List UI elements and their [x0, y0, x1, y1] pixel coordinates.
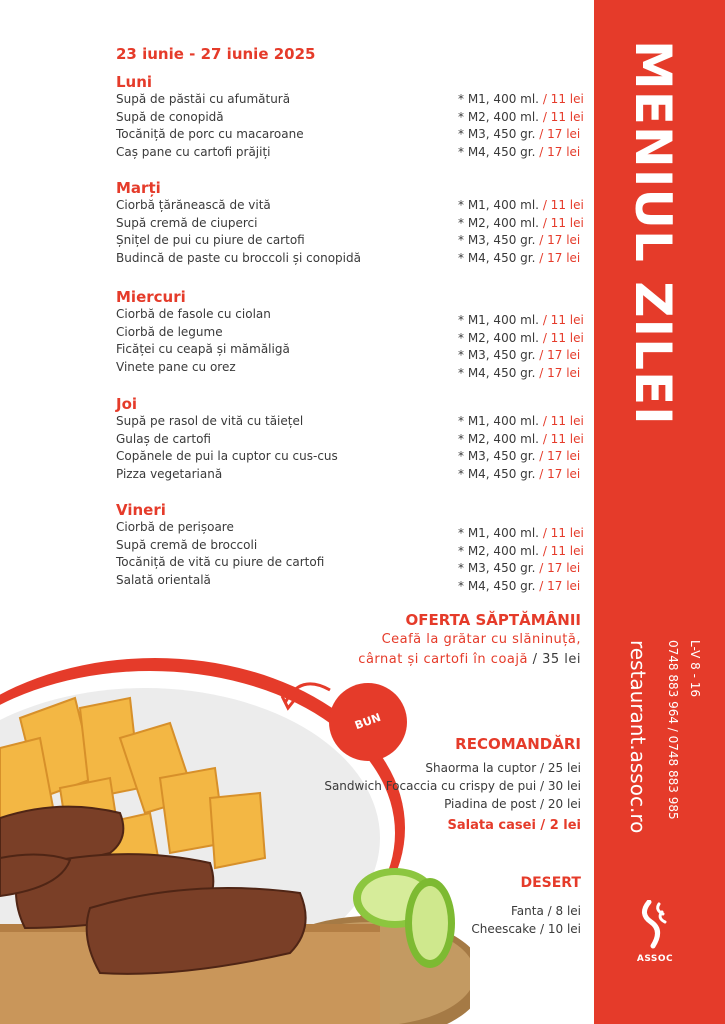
- dish-name: Ciorbă de perișoare: [116, 520, 234, 534]
- portion-label: * M4, 450 gr.: [458, 466, 536, 481]
- dish-name: Ciorbă țărănească de vită: [116, 198, 271, 212]
- dish-price: [458, 198, 584, 212]
- day-title: Miercuri: [116, 288, 186, 306]
- assoc-logo-icon: [635, 900, 675, 950]
- portion-label: * M3, 450 gr.: [458, 233, 536, 247]
- menu-row: [116, 555, 586, 573]
- dish-name: Ciorbă de legume: [116, 324, 223, 339]
- dish-price: [458, 432, 584, 446]
- dessert-item: Cheescake / 10 lei: [471, 922, 581, 936]
- day-title: Luni: [116, 73, 153, 91]
- menu-row: [116, 198, 586, 216]
- portion-label: * M3, 450 gr.: [458, 449, 536, 463]
- portion-label: * M3, 450 gr.: [458, 561, 536, 575]
- recommendation-item: Shaorma la cuptor / 25 lei: [425, 761, 581, 775]
- price-value: / 17 lei: [539, 144, 581, 159]
- weekly-offer-title: OFERTA SĂPTĂMÂNII: [405, 611, 581, 629]
- portion-label: * M1, 400 ml.: [458, 414, 539, 428]
- dish-name: Budincă de paste cu broccoli și conopidă: [116, 250, 361, 265]
- dish-price: [458, 233, 580, 247]
- dish-price: [458, 579, 580, 593]
- price-value: / 11 lei: [542, 414, 584, 428]
- price-value: / 17 lei: [539, 561, 581, 575]
- price-value: / 17 lei: [539, 127, 581, 141]
- weekly-offer-line-2: [358, 652, 581, 667]
- day-block: [116, 500, 586, 593]
- menu-row: [116, 216, 586, 234]
- menu-row: [116, 233, 586, 251]
- bun-badge: [329, 683, 407, 761]
- menu-row: [116, 432, 586, 450]
- menu-title: MENIUL ZILEI: [624, 40, 682, 426]
- menu-row: [116, 573, 586, 591]
- recommendation-highlight: Salata casei / 2 lei: [447, 818, 581, 833]
- price-value: / 17 lei: [539, 466, 581, 481]
- price-value: / 11 lei: [542, 431, 584, 446]
- day-block: [116, 178, 586, 268]
- portion-label: * M3, 450 gr.: [458, 127, 536, 141]
- dish-name: Tocăniță de vită cu piure de cartofi: [116, 555, 325, 569]
- dish-name: Supă cremă de broccoli: [116, 537, 258, 552]
- dessert-title: DESERT: [520, 875, 581, 891]
- menu-row: [116, 414, 586, 432]
- dish-name: Caș pane cu cartofi prăjiți: [116, 144, 271, 159]
- dish-name: Vinete pane cu orez: [116, 359, 236, 374]
- day-title: Marți: [116, 179, 161, 197]
- dish-name: Supă cremă de ciuperci: [116, 215, 258, 230]
- dish-name: Supă de păstăi cu afumătură: [116, 92, 291, 106]
- dish-price: [458, 127, 580, 141]
- portion-label: * M2, 400 ml.: [458, 109, 539, 124]
- dish-name: Ficăței cu ceapă și mămăligă: [116, 342, 290, 356]
- price-value: / 11 lei: [542, 215, 584, 230]
- day-title: Joi: [116, 395, 138, 413]
- menu-row: [116, 307, 586, 325]
- day-block: [116, 72, 586, 162]
- menu-row: [116, 520, 586, 538]
- price-value: / 11 lei: [542, 198, 584, 212]
- menu-row: [116, 538, 586, 556]
- dish-price: [458, 110, 584, 124]
- portion-label: * M2, 400 ml.: [458, 330, 539, 345]
- price-value: / 17 lei: [539, 250, 581, 265]
- menu-row: [116, 127, 586, 145]
- dessert-item: Fanta / 8 lei: [511, 904, 581, 918]
- price-value: / 11 lei: [542, 543, 584, 558]
- dish-price: [458, 92, 584, 106]
- phone-numbers: 0748 883 964 / 0748 883 985: [666, 640, 680, 820]
- portion-label: * M4, 450 gr.: [458, 578, 536, 593]
- dish-name: Salată orientală: [116, 572, 211, 587]
- recommendation-item: Sandwich Focaccia cu crispy de pui / 30 lei: [324, 779, 581, 793]
- portion-label: * M4, 450 gr.: [458, 250, 536, 265]
- recommendation-item: Piadina de post / 20 lei: [444, 797, 581, 811]
- weekly-offer-dish: cârnat și cartofi în coajă: [358, 652, 528, 667]
- price-value: / 11 lei: [542, 313, 584, 327]
- price-value: / 11 lei: [542, 330, 584, 345]
- weekly-offer-line-1: Ceafă la grătar cu slăninuță,: [381, 632, 581, 647]
- dish-price: [458, 449, 580, 463]
- assoc-logo-text: ASSOC: [636, 954, 674, 964]
- dish-price: [458, 251, 580, 265]
- menu-row: [116, 467, 586, 485]
- price-value: / 17 lei: [539, 578, 581, 593]
- menu-row: [116, 360, 586, 378]
- portion-label: * M1, 400 ml.: [458, 92, 539, 106]
- dish-name: Tocăniță de porc cu macaroane: [116, 127, 304, 141]
- menu-row: [116, 325, 586, 343]
- portion-label: * M4, 450 gr.: [458, 144, 536, 159]
- price-value: / 17 lei: [539, 348, 581, 362]
- dish-name: Pizza vegetariană: [116, 466, 223, 481]
- day-block: [116, 287, 586, 380]
- portion-label: * M1, 400 ml.: [458, 526, 539, 540]
- menu-row: [116, 92, 586, 110]
- dish-name: Gulaș de cartofi: [116, 431, 211, 446]
- dish-price: [458, 366, 580, 380]
- portion-label: * M4, 450 gr.: [458, 365, 536, 380]
- dish-name: Supă de conopidă: [116, 109, 224, 124]
- price-value: / 17 lei: [539, 233, 581, 247]
- dish-name: Supă pe rasol de vită cu tăiețel: [116, 414, 304, 428]
- menu-row: [116, 251, 586, 269]
- dish-name: Șnițel de pui cu piure de cartofi: [116, 233, 305, 247]
- price-value: / 17 lei: [539, 365, 581, 380]
- portion-label: * M2, 400 ml.: [458, 215, 539, 230]
- dish-price: [458, 145, 580, 159]
- menu-row: [116, 145, 586, 163]
- day-title: Vineri: [116, 501, 166, 519]
- dish-name: Copănele de pui la cuptor cu cus-cus: [116, 449, 338, 463]
- price-value: / 17 lei: [539, 449, 581, 463]
- portion-label: * M1, 400 ml.: [458, 198, 539, 212]
- dish-name: Ciorbă de fasole cu ciolan: [116, 307, 271, 321]
- assoc-logo: [630, 900, 680, 964]
- weekly-offer-price: / 35 lei: [527, 652, 581, 667]
- dish-price: [458, 414, 584, 428]
- price-value: / 11 lei: [542, 109, 584, 124]
- website: restaurant.assoc.ro: [626, 640, 650, 834]
- menu-row: [116, 342, 586, 360]
- bun-badge-label: BUN: [353, 710, 383, 733]
- opening-hours: L-V 8 - 16: [688, 640, 702, 697]
- portion-label: * M2, 400 ml.: [458, 431, 539, 446]
- menu-title-wrap: [624, 40, 690, 500]
- portion-label: * M2, 400 ml.: [458, 543, 539, 558]
- dish-price: [458, 467, 580, 481]
- food-photo: [0, 628, 470, 1024]
- portion-label: * M1, 400 ml.: [458, 313, 539, 327]
- price-value: / 11 lei: [542, 92, 584, 106]
- portion-label: * M3, 450 gr.: [458, 348, 536, 362]
- menu-row: [116, 110, 586, 128]
- dish-price: [458, 216, 584, 230]
- date-range: 23 iunie - 27 iunie 2025: [116, 45, 316, 63]
- price-value: / 11 lei: [542, 526, 584, 540]
- recommendations-title: RECOMANDĂRI: [455, 735, 581, 753]
- menu-row: [116, 449, 586, 467]
- day-block: [116, 394, 586, 484]
